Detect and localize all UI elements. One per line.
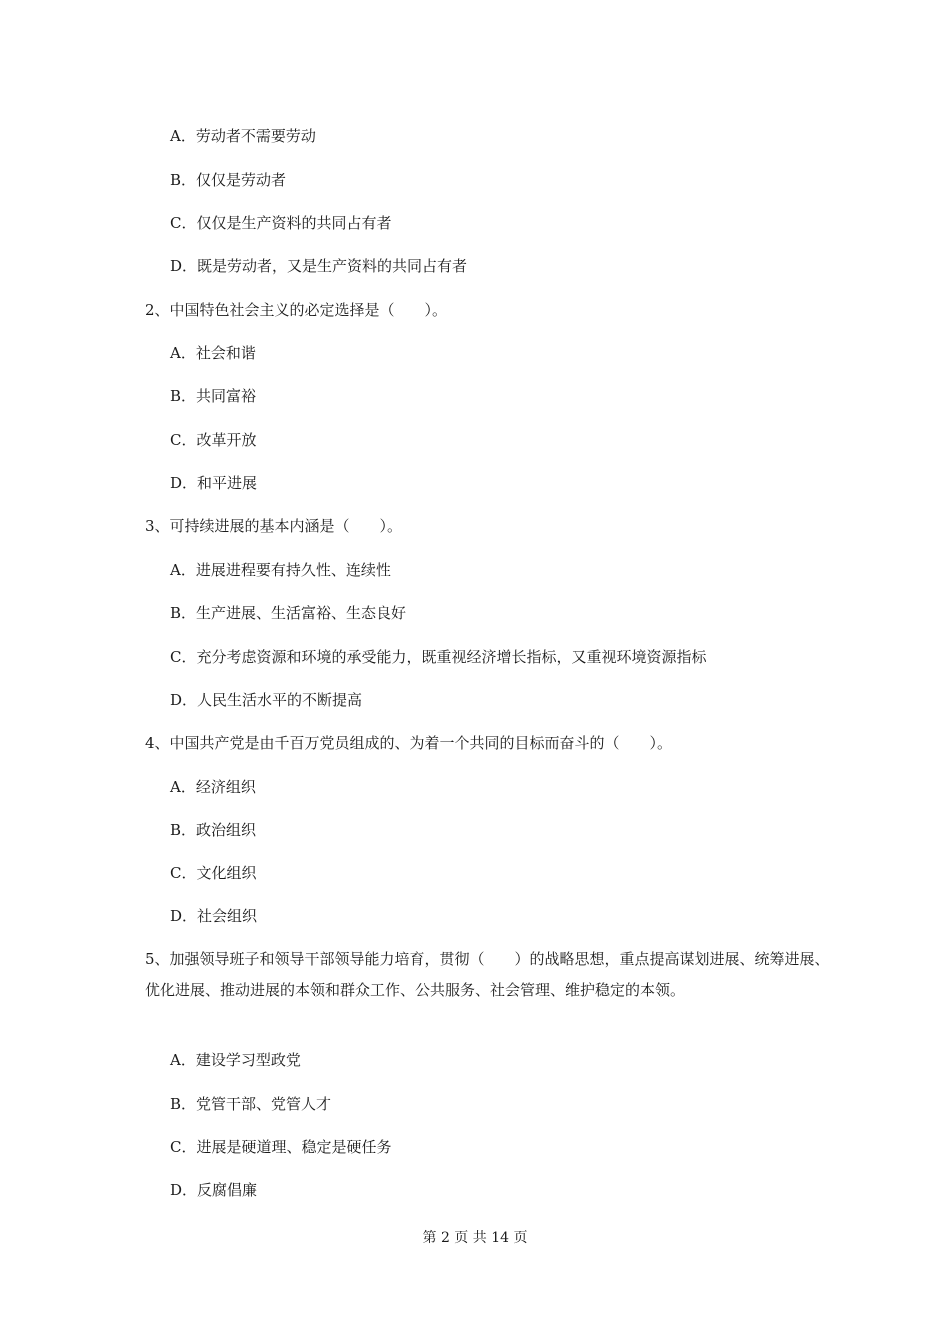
q5-option-d: D．反腐倡廉 [170,1181,258,1199]
q5-stem: 5、加强领导班子和领导干部领导能力培育，贯彻（ ）的战略思想，重点提高谋划进展、统筹进展、优化进展、推动进展的本领和群众工作、公共服务、社会管理、维护稳定的本领。 [145,950,830,999]
q4-option-a: A．经济组织 [170,778,256,796]
q1-option-b: B．仅仅是劳动者 [170,171,287,189]
q1-option-a: A．劳动者不需要劳动 [170,127,316,145]
q5-option-c: C．进展是硬道理、稳定是硬任务 [170,1138,392,1156]
q3-option-d: D．人民生活水平的不断提高 [170,691,363,709]
q3-option-c: C．充分考虑资源和环境的承受能力，既重视经济增长指标，又重视环境资源指标 [170,648,707,666]
q3-option-b: B．生产进展、生活富裕、生态良好 [170,604,407,622]
q1-option-c: C．仅仅是生产资料的共同占有者 [170,214,392,232]
q2-option-a: A．社会和谐 [170,344,256,362]
q4-option-d: D．社会组织 [170,907,258,925]
q3-stem: 3、可持续进展的基本内涵是（ ）。 [145,517,403,535]
q2-option-b: B．共同富裕 [170,387,257,405]
q3-option-a: A．进展进程要有持久性、连续性 [170,561,391,579]
q4-option-c: C．文化组织 [170,864,257,882]
q1-option-d: D．既是劳动者，又是生产资料的共同占有者 [170,257,468,275]
q2-option-d: D．和平进展 [170,474,258,492]
q4-option-b: B．政治组织 [170,821,257,839]
q5-option-b: B．党管干部、党管人才 [170,1095,332,1113]
q2-stem: 2、中国特色社会主义的必定选择是（ ）。 [145,301,448,319]
q5-option-a: A．建设学习型政党 [170,1051,301,1069]
page-number-footer: 第 2 页 共 14 页 [422,1230,528,1246]
q4-stem: 4、中国共产党是由千百万党员组成的、为着一个共同的目标而奋斗的（ ）。 [145,734,673,752]
q2-option-c: C．改革开放 [170,431,257,449]
